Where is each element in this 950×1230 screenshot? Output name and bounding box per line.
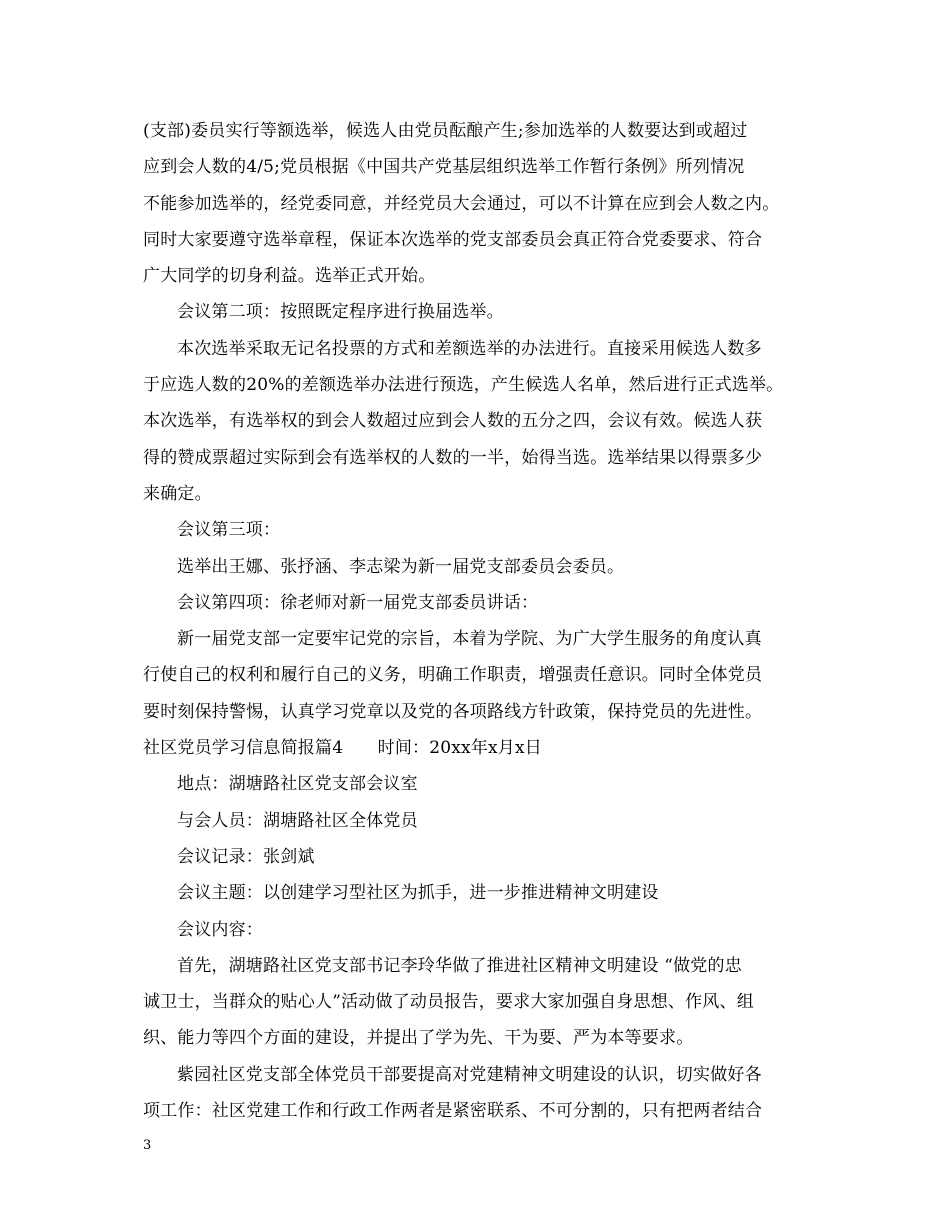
body-line: 来确定。 [143, 483, 212, 504]
body-line: 同时大家要遵守选举章程，保证本次选举的党支部委员会真正符合党委要求、符合 [143, 229, 763, 250]
body-line: 行使自己的权利和履行自己的义务，明确工作职责，增强责任意识。同时全体党员 [143, 665, 763, 686]
meeting-recorder: 会议记录：张剑斌 [177, 846, 315, 867]
body-line: 首先，湖塘路社区党支部书记李玲华做了推进社区精神文明建设 “做党的忠 [177, 955, 742, 976]
body-line: 不能参加选举的，经党委同意，并经党员大会通过，可以不计算在应到会人数之内。 [143, 193, 780, 214]
body-line: 织、能力等四个方面的建设，并提出了学为先、干为要、严为本等要求。 [143, 1028, 694, 1049]
meeting-attendees: 与会人员：湖塘路社区全体党员 [177, 810, 418, 831]
body-line: (支部)委员实行等额选举，候选人由党员酝酿产生;参加选举的人数要达到或超过 [143, 121, 748, 141]
body-line: 项工作：社区党建工作和行政工作两者是紧密联系、不可分割的，只有把两者结合 [143, 1101, 763, 1122]
body-line: 本次选举采取无记名投票的方式和差额选举的办法进行。直接采用候选人数多 [177, 338, 762, 359]
body-line: 选举出王娜、张抒涵、李志梁为新一届党支部委员会委员。 [177, 556, 625, 577]
page-number: 3 [143, 1138, 152, 1153]
body-line: 要时刻保持警惕，认真学习党章以及党的各项路线方针政策，保持党员的先进性。 [143, 701, 763, 722]
body-line: 于应选人数的20%的差额选举办法进行预选，产生候选人名单，然后进行正式选举。 [143, 375, 784, 396]
body-line: 本次选举，有选举权的到会人数超过应到会人数的五分之四，会议有效。候选人获 [143, 411, 763, 432]
meeting-location: 地点：湖塘路社区党支部会议室 [177, 774, 418, 795]
body-line: 得的赞成票超过实际到会有选举权的人数的一半，始得当选。选举结果以得票多少 [143, 447, 763, 468]
body-line: 应到会人数的4/5;党员根据《中国共产党基层组织选举工作暂行条例》所列情况 [143, 157, 745, 178]
body-line: 诚卫士，当群众的贴心人”活动做了动员报告，要求大家加强自身思想、作风、组 [143, 992, 754, 1013]
body-line: 广大同学的切身利益。选举正式开始。 [143, 266, 436, 287]
meeting-content-label: 会议内容： [177, 919, 263, 940]
body-line: 新一届党支部一定要牢记党的宗旨，本着为学院、为广大学生服务的角度认真 [177, 629, 762, 650]
agenda-item-two: 会议第二项：按照既定程序进行换届选举。 [177, 302, 504, 323]
document-body [143, 113, 823, 1129]
body-line: 紫园社区党支部全体党员干部要提高对党建精神文明建设的认识，切实做好各 [177, 1064, 762, 1085]
agenda-item-three: 会议第三项： [177, 520, 281, 541]
meeting-theme: 会议主题：以创建学习型社区为抓手，进一步推进精神文明建设 [177, 883, 659, 904]
section-heading: 社区党员学习信息简报篇4 时间：20xx年x月x日 [143, 738, 542, 759]
agenda-item-four: 会议第四项：徐老师对新一届党支部委员讲话： [177, 592, 539, 613]
